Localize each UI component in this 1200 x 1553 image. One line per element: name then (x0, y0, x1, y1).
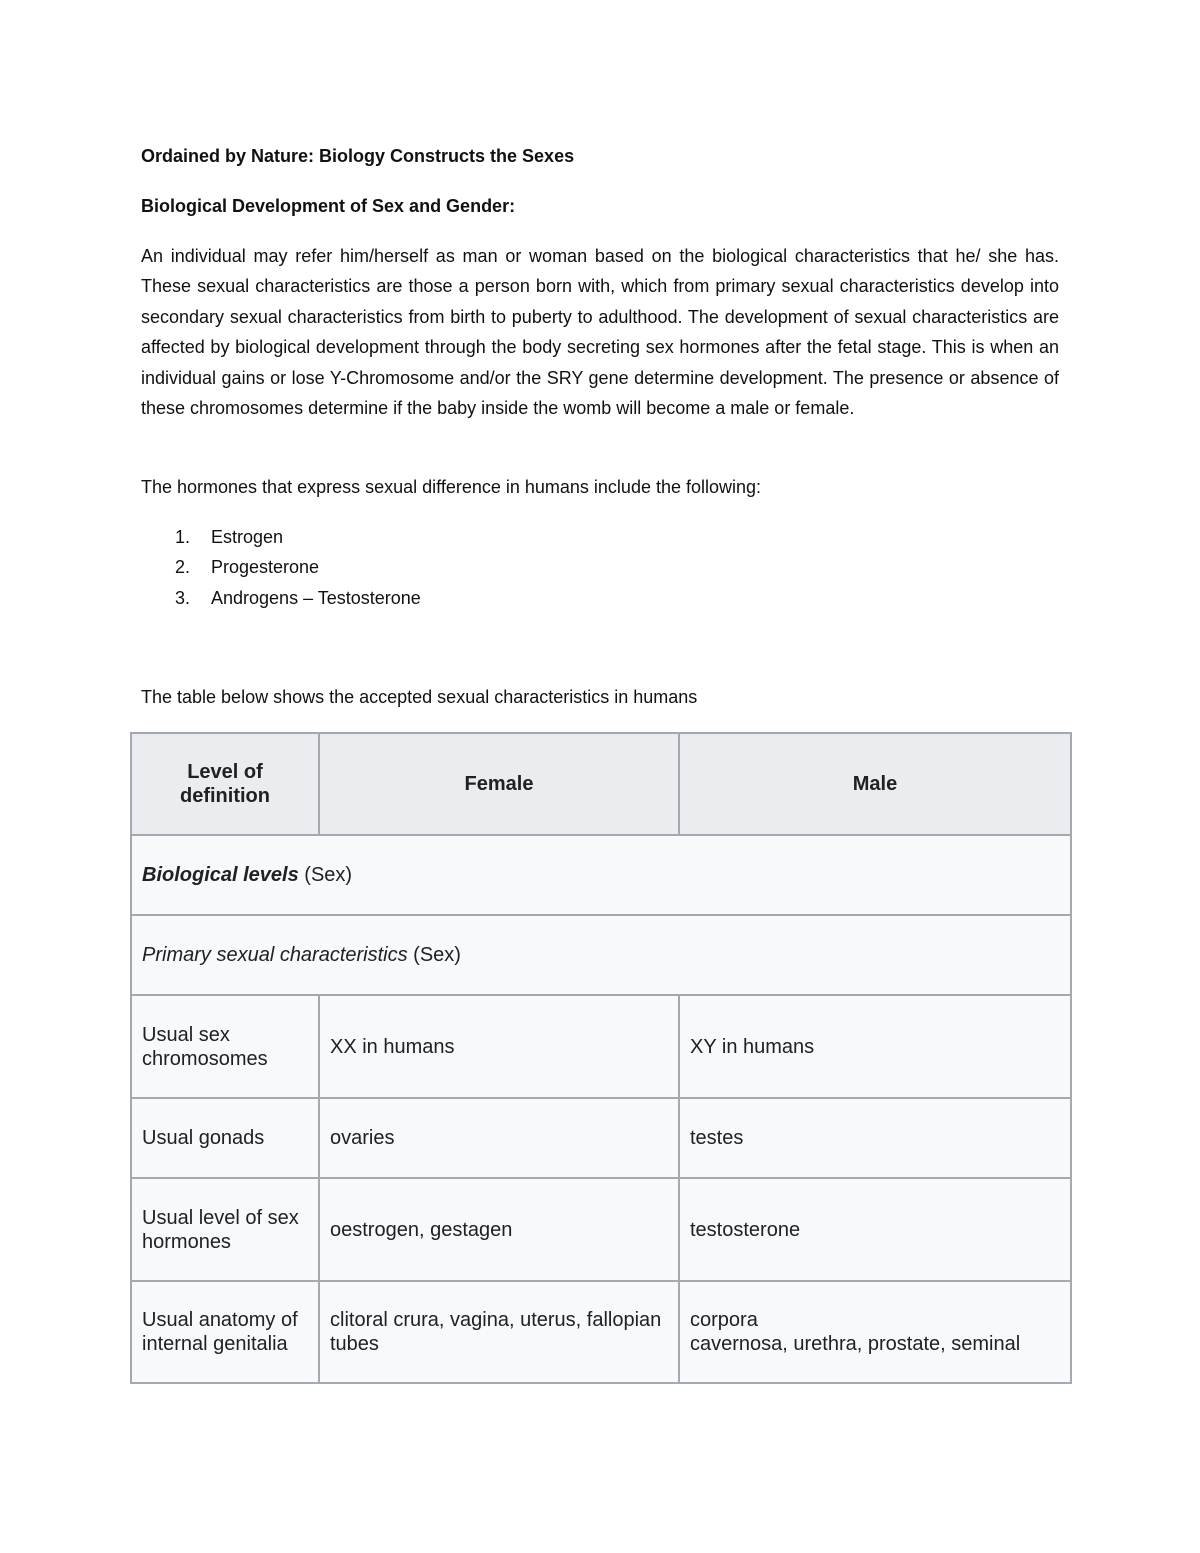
male-cell (679, 1281, 1071, 1383)
female-cell: oestrogen, gestagen (319, 1178, 679, 1281)
section-emphasis: Biological levels (142, 864, 299, 886)
header-male: Male (679, 733, 1071, 835)
female-cell: ovaries (319, 1098, 679, 1178)
header-female: Female (319, 733, 679, 835)
hormones-intro: The hormones that express sexual difference in humans include the following: (141, 477, 762, 497)
hormones-section (141, 472, 1059, 608)
section-heading: Biological Development of Sex and Gender: (141, 196, 516, 216)
list-item (141, 552, 641, 582)
section-cell (131, 835, 1071, 915)
document-title: Ordained by Nature: Biology Constructs the Sexes (141, 146, 575, 166)
section-suffix: (Sex) (407, 944, 461, 966)
table-caption: The table below shows the accepted sexual characteristics in humans (141, 687, 698, 707)
section-suffix: (Sex) (298, 864, 353, 886)
male-cell-line: corpora (690, 1309, 758, 1331)
table-row (131, 995, 1071, 1098)
list-number: 1. (175, 527, 191, 547)
level-cell: Usual level of sex hormones (131, 1178, 319, 1281)
section-cell (131, 915, 1071, 995)
section-row-biological (131, 835, 1071, 915)
table-row (131, 1098, 1071, 1178)
level-cell: Usual sex chromosomes (131, 995, 319, 1098)
list-number: 2. (175, 557, 191, 578)
section-row-primary (131, 915, 1071, 995)
list-item-label: Progesterone (211, 557, 320, 578)
male-cell: XY in humans (679, 995, 1071, 1098)
female-cell: XX in humans (319, 995, 679, 1098)
list-item-label: Androgens – Testosterone (211, 587, 421, 608)
sexual-characteristics-table (130, 732, 1072, 1384)
list-item-label: Estrogen (211, 527, 284, 547)
list-item (141, 583, 641, 613)
header-level: Level of definition (131, 733, 319, 835)
male-cell-line: cavernosa, urethra, prostate, seminal (690, 1333, 1021, 1355)
section-emphasis: Primary sexual characteristics (142, 944, 408, 966)
male-cell: testes (679, 1098, 1071, 1178)
list-number: 3. (175, 587, 191, 608)
table-header-row (131, 733, 1071, 835)
male-cell: testosterone (679, 1178, 1071, 1281)
table-row (131, 1178, 1071, 1281)
hormones-list (141, 522, 641, 613)
body-paragraph: An individual may refer him/herself as man or woman based on the biological characteristics that he/ she has. These sexual characteristics are those a person born with, which from primary sexual characteristics develop into secondary sexual characteristics from birth to puberty to adulthood. The development of sexual characteristics are affected by biological development through the body secreting sex hormones after the fetal stage. This is when an individual gains or lose Y-Chromosome and/or the SRY gene determine development. The presence or absence of these chromosomes determine if the baby inside the womb will become a male or female. (141, 246, 1059, 419)
list-item (141, 522, 641, 552)
level-cell: Usual anatomy of internal genitalia (131, 1281, 319, 1383)
table-row (131, 1281, 1071, 1383)
level-cell: Usual gonads (131, 1098, 319, 1178)
female-cell: clitoral crura, vagina, uterus, fallopian tubes (319, 1281, 679, 1383)
